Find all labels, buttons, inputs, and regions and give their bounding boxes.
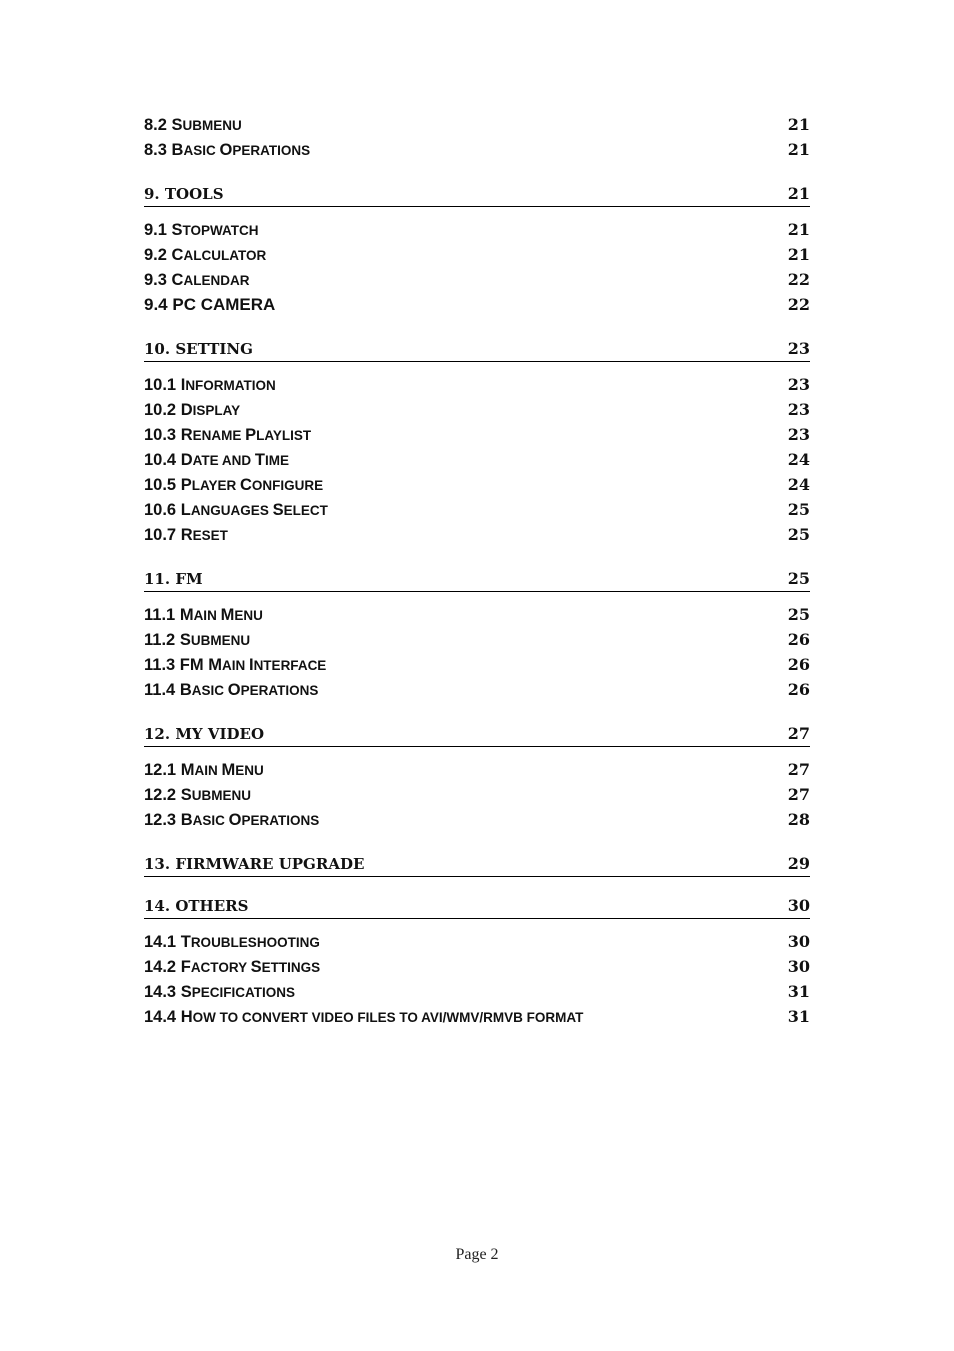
toc-chapter-10[interactable] <box>144 339 810 362</box>
toc-page-number: 31 <box>787 1007 810 1026</box>
toc-entry-9-1[interactable] <box>144 220 810 245</box>
toc-page-number: 27 <box>787 785 810 804</box>
toc-page-number: 23 <box>787 339 810 358</box>
toc-entry-14-4[interactable] <box>144 1007 810 1032</box>
toc-entry-12-2[interactable] <box>144 785 810 810</box>
toc-entry-8-2[interactable] <box>144 115 810 140</box>
toc-entry-label: 9.2 CALCULATOR <box>144 246 267 264</box>
toc-page-number: 24 <box>787 475 810 494</box>
toc-entry-10-2[interactable] <box>144 400 810 425</box>
toc-entry-label: 14.4 HOW TO CONVERT VIDEO FILES TO AVI/WMV/RMVB FORMAT <box>144 1008 584 1026</box>
toc-page-number: 26 <box>787 655 810 674</box>
toc-chapter-label: 14. OTHERS <box>144 897 249 915</box>
toc-entry-9-4[interactable] <box>144 295 810 320</box>
toc-entry-label: 14.3 SPECIFICATIONS <box>144 983 295 1001</box>
toc-page-number: 24 <box>787 450 810 469</box>
toc-entry-label: 10.7 RESET <box>144 526 228 544</box>
toc-entry-label: 12.2 SUBMENU <box>144 786 251 804</box>
toc-entry-label: 14.2 FACTORY SETTINGS <box>144 958 321 976</box>
toc-chapter-9[interactable] <box>144 184 810 207</box>
toc-entry-label: 11.1 MAIN MENU <box>144 606 263 624</box>
toc-page-number: 22 <box>787 295 810 314</box>
toc-page-number: 27 <box>787 724 810 743</box>
toc-page-number: 25 <box>787 500 810 519</box>
toc-page-number: 30 <box>787 932 810 951</box>
toc-entry-label: 8.2 SUBMENU <box>144 116 242 134</box>
toc-entry-11-4[interactable] <box>144 680 810 705</box>
toc-entry-12-3[interactable] <box>144 810 810 835</box>
toc-entry-label: 10.1 INFORMATION <box>144 376 276 394</box>
toc-entry-label: 11.2 SUBMENU <box>144 631 251 649</box>
toc-page-number: 25 <box>787 525 810 544</box>
toc-entry-label: 10.2 DISPLAY <box>144 401 241 419</box>
toc-entry-12-1[interactable] <box>144 760 810 785</box>
toc-entry-11-3[interactable] <box>144 655 810 680</box>
toc-page-number: 27 <box>787 760 810 779</box>
toc-page-number: 21 <box>787 184 810 203</box>
toc-entry-label: 10.6 LANGUAGES SELECT <box>144 501 328 519</box>
toc-entry-14-1[interactable] <box>144 932 810 957</box>
toc-entry-10-3[interactable] <box>144 425 810 450</box>
toc-entry-8-3[interactable] <box>144 140 810 165</box>
toc-chapter-label: 10. SETTING <box>144 340 253 358</box>
toc-entry-label: 14.1 TROUBLESHOOTING <box>144 933 320 951</box>
toc-entry-10-4[interactable] <box>144 450 810 475</box>
toc-entry-label: 10.4 DATE AND TIME <box>144 451 289 469</box>
toc-entry-label: 9.1 STOPWATCH <box>144 221 259 239</box>
toc-entry-label: 8.3 BASIC OPERATIONS <box>144 141 311 159</box>
toc-chapter-label: 12. MY VIDEO <box>144 725 265 743</box>
toc-page-number: 23 <box>787 375 810 394</box>
toc-entry-label: 9.3 CALENDAR <box>144 271 250 289</box>
toc-page-number: 26 <box>787 680 810 699</box>
toc-page-number: 21 <box>787 245 810 264</box>
toc-entry-10-6[interactable] <box>144 500 810 525</box>
toc-entry-label: 12.1 MAIN MENU <box>144 761 264 779</box>
toc-page-number: 23 <box>787 425 810 444</box>
toc-entry-10-7[interactable] <box>144 525 810 550</box>
toc-entry-9-2[interactable] <box>144 245 810 270</box>
toc-entry-label: 11.4 BASIC OPERATIONS <box>144 681 319 699</box>
toc-chapter-13[interactable] <box>144 854 810 877</box>
toc-entry-label: 10.5 PLAYER CONFIGURE <box>144 476 324 494</box>
page-footer: Page 2 <box>455 1246 499 1263</box>
toc-page-number: 25 <box>787 569 810 588</box>
toc-chapter-label: 13. FIRMWARE UPGRADE <box>144 855 365 873</box>
toc-entry-10-5[interactable] <box>144 475 810 500</box>
toc-entry-11-2[interactable] <box>144 630 810 655</box>
toc-page-number: 26 <box>787 630 810 649</box>
toc-page-number: 21 <box>787 220 810 239</box>
toc-page-number: 30 <box>787 957 810 976</box>
toc-entry-label: 10.3 RENAME PLAYLIST <box>144 426 312 444</box>
toc-entry-label: 11.3 FM MAIN INTERFACE <box>144 656 327 674</box>
toc-entry-10-1[interactable] <box>144 375 810 400</box>
toc-chapter-label: 9. TOOLS <box>144 185 224 203</box>
toc-chapter-12[interactable] <box>144 724 810 747</box>
toc-entry-11-1[interactable] <box>144 605 810 630</box>
toc-page-number: 25 <box>787 605 810 624</box>
toc-page-number: 21 <box>787 140 810 159</box>
toc-chapter-11[interactable] <box>144 569 810 592</box>
table-of-contents <box>144 115 810 1032</box>
toc-page-number: 29 <box>787 854 810 873</box>
toc-page-number: 28 <box>787 810 810 829</box>
toc-page-number: 22 <box>787 270 810 289</box>
toc-page-number: 30 <box>787 896 810 915</box>
toc-page-number: 31 <box>787 982 810 1001</box>
toc-entry-9-3[interactable] <box>144 270 810 295</box>
toc-page-number: 21 <box>787 115 810 134</box>
toc-entry-14-2[interactable] <box>144 957 810 982</box>
toc-entry-label: 12.3 BASIC OPERATIONS <box>144 811 320 829</box>
toc-chapter-label: 11. FM <box>144 570 203 588</box>
toc-chapter-14[interactable] <box>144 896 810 919</box>
toc-entry-14-3[interactable] <box>144 982 810 1007</box>
toc-entry-label: 9.4 PC CAMERA <box>144 295 276 314</box>
toc-page-number: 23 <box>787 400 810 419</box>
